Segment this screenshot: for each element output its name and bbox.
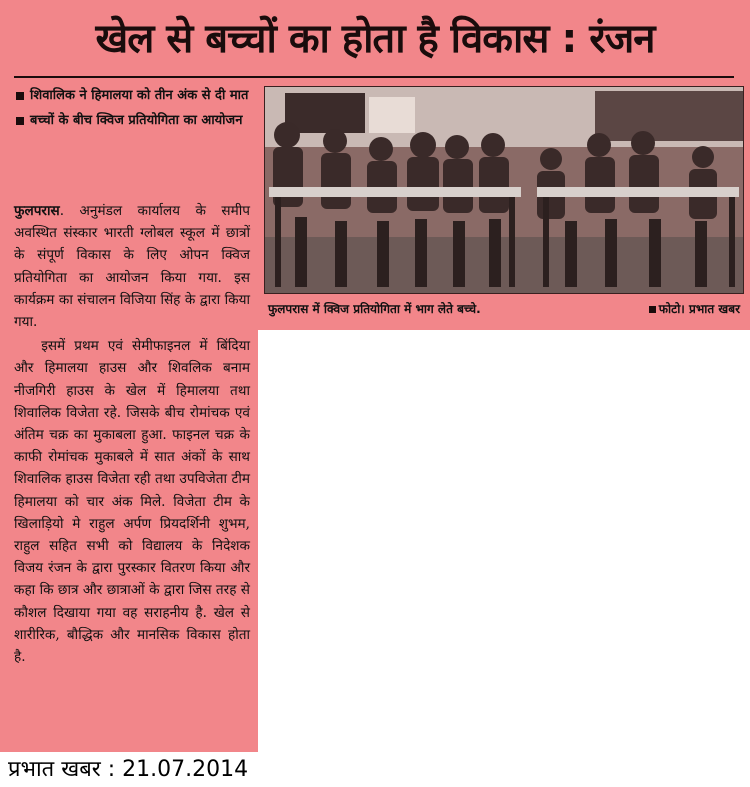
square-bullet-icon [16,92,24,100]
photo-illustration [265,87,743,293]
article-body [14,200,250,668]
photo-caption-bar [264,296,742,322]
article-paragraph: इसमें प्रथम एवं सेमीफाइनल में बिंदिया और हिमालया हाउस और शिवलिक बनाम नीजगिरी हाउस के खेल में हिमालया तथा शिवालिक विजेता रहे. जिसके बीच रोमांचक एवं अंतिम चक्र का मुकाबला हुआ. फाइनल चक्र के काफी रोमांचक मुकाबले में सात अंकों के साथ शिवालिक हाउस विजेता रही तथा उपविजेता टीम हिमालया को चार अंक मिले. विजेता टीम के खिलाड़ियो मे राहुल अर्पण प्रियदर्शिनी शुभम, राहुल सहित सभी को विद्यालय के निदेशक विजय रंजन के द्वारा पुरस्कार वितरण किया और कहा कि छात्र और छात्राओं के द्वारा जिस तरह से कौशल दिखाया गया वह सराहनीय है. खेल से शारीरिक, बौद्धिक और मानसिक विकास होता है. [14,338,250,666]
summary-bullet [14,111,250,130]
news-photo [264,86,744,294]
headline: खेल से बच्चों का होता है विकास : रंजन [95,16,655,62]
summary-bullet [14,86,250,105]
summary-bullet-text: शिवालिक ने हिमालया को तीन अंक से दी मात [30,88,249,103]
article-paragraph-text: . अनुमंडल कार्यालय के समीप अवस्थित संस्कार भारती ग्लोबल स्कूल में छात्रों के संपूर्ण विकास के लिए ओपन क्विज प्रतियोगिता का आयोजन किया गया. इस कार्यक्रम का संचालन विजिया सिंह के द्वारा किया गया. [14,203,250,331]
photo-caption: फुलपरास में क्विज प्रतियोगिता में भाग लेते बच्चे. [268,302,481,316]
summary-bullet-text: बच्चों के बीच क्विज प्रतियोगिता का आयोजन [30,113,243,128]
summary-bullets [14,86,250,136]
square-bullet-icon [16,117,24,125]
article-dateline: फुलपरास [14,203,60,219]
square-bullet-icon [649,306,656,313]
headline-rule [14,76,734,78]
photo-credit [649,296,740,322]
article-paragraph [14,200,250,333]
photo-credit-text: फोटो। प्रभात खबर [658,302,740,316]
source-footer: प्रभात खबर : 21.07.2014 [8,757,249,782]
